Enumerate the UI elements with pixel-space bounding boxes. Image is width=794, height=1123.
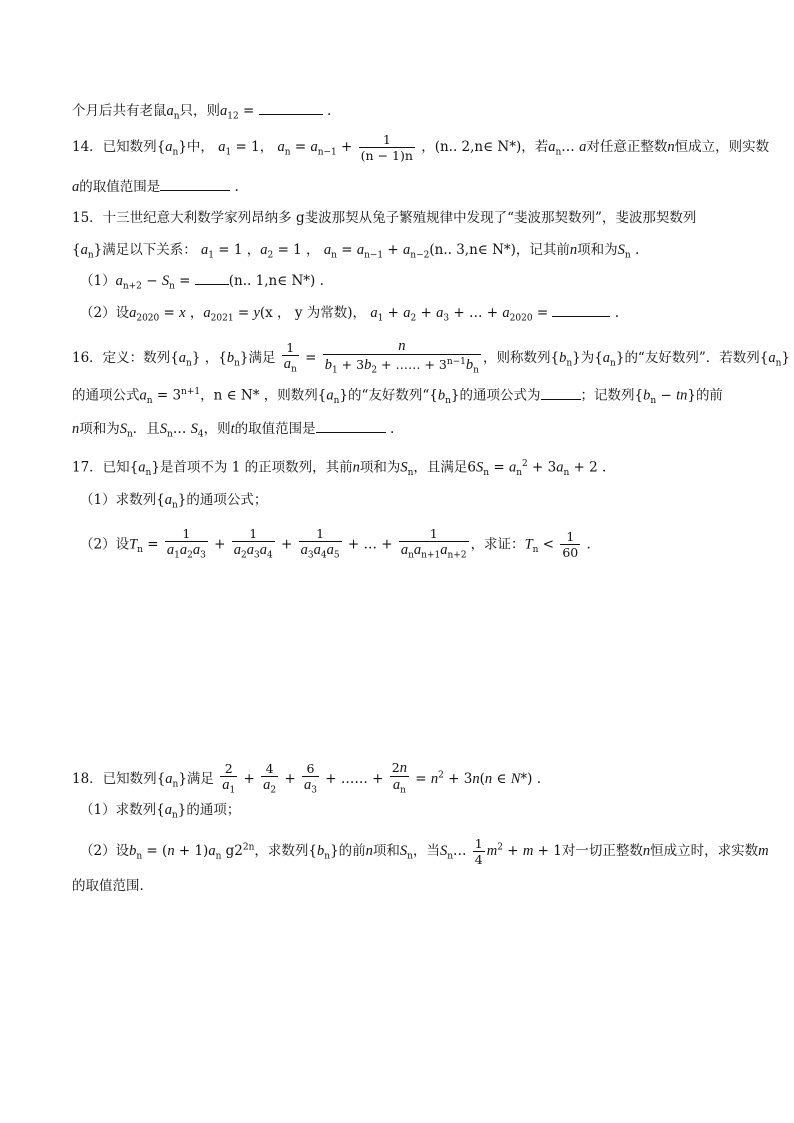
answer-blank[interactable]: [552, 302, 610, 317]
question-17-part1: （1）求数列$\{a_n\}$的通项公式；: [80, 492, 268, 511]
fraction: $\frac{1}{(n - 1)n}$: [360, 132, 413, 163]
answer-blank[interactable]: [195, 270, 229, 285]
q13-tail: 个月后共有老鼠$a_n$只，则$a_{12}$ = .: [72, 100, 724, 127]
question-16: 16．定义：数列$\{a_n\}$ ，$\{b_n\}$满足 $\frac{1}{a_n}$ = $\frac{n}{b_1 + 3b_2 + \dots\dots + 3^{n-1}b_n}$ ，则称数列$\{b_n\}$为$\{a_n\}$的“友好数列”．若数列$\{a_n\}$: [72, 338, 724, 379]
answer-blank[interactable]: [316, 418, 386, 433]
answer-blank[interactable]: [541, 385, 581, 400]
question-18-part2: （2）设$b_n = (n + 1)a_n$ $g2^{2n}$，求数列$\{b_n\}$的前n项和$S_n$，当$S_n\dots$ $\frac{1}{4}$ $m^2 + m + 1$对一切正整数n恒成立时，求实数m: [80, 836, 769, 867]
answer-blank[interactable]: [160, 176, 230, 191]
question-15: 15．十三世纪意大利数学家列昂纳多 g斐波那契从兔子繁殖规律中发现了“斐波那契数列”，斐波那契数列: [72, 210, 697, 226]
answer-blank[interactable]: [259, 100, 323, 115]
fraction: $\frac{n}{b_1 + 3b_2 + \dots\dots + 3^{n-1}b_n}$: [323, 338, 481, 379]
question-18: 18．已知数列$\{a_n\}$满足 $\frac{2}{a_1}$ + $\frac{4}{a_2}$ + $\frac{6}{a_3}$ + …… + $\frac{2n}{a_n}$ = $n^2 + 3n(n$ ∈ N*) .: [72, 760, 724, 799]
question-14: 14．已知数列$\{a_n\}$中， $a_1 = 1$， $a_n = a_{n-1}$ + $\frac{1}{(n - 1)n}$ ，(n.. 2,n∈ N*)，若$a_n\dots$ a对任意正整数n恒成立，则实数: [72, 132, 770, 163]
question-15-part2: （2）设$a_{2020} = x$ ，$a_{2021} = y(x$ ， y 为常数)， $a_1 + a_2 + a_3$ + … + $a_{2020}$ = .: [80, 302, 724, 329]
fraction: $\frac{1}{a_n}$: [282, 340, 299, 378]
question-17-part2: （2）设$T_n$ = $\frac{1}{a_1a_2a_3}$ + $\frac{1}{a_2a_3a_4}$ + $\frac{1}{a_3a_4a_5}$ + … + $\frac{1}{a_na_{n+1}a_{n+2}}$ ，求证：$T_n$ < $\frac{1}{60}$ .: [80, 526, 724, 564]
question-15-line2: $\{a_n\}$满足以下关系： $a_1 = 1$ ，$a_2 = 1$ ， $a_n = a_{n-1} + a_{n-2}(n$.. 3,n∈ N*)，记其前n项和为$S_n$ .: [72, 242, 640, 261]
question-15-part1: $(1)a_{n+2} - S_n = (n$.. 1,n∈ N*) .: [80, 270, 724, 297]
question-16-line2: 的通项公式$a_n = 3^{n+1}$，n ∈ N* ，则数列$\{a_n\}$的“友好数列“$\{b_n\}$的通项公式为 ；记数列$\{b_n - tn\}$的前: [72, 382, 724, 411]
question-17: 17．已知$\{a_n\}$是首项不为 1 的正项数列，其前n项和为$S_n$，且满足$6S_n = a_n^2 + 3a_n + 2$ .: [72, 459, 607, 479]
question-16-line3: n项和为$S_n$．且$S_n\dots$ $S_4$，则t的取值范围是 .: [72, 418, 724, 445]
question-18-line4: 的取值范围．: [72, 878, 153, 894]
question-14-cont: a的取值范围是 .: [72, 176, 724, 197]
question-18-part1: （1）求数列$\{a_n\}$的通项；: [80, 802, 241, 821]
